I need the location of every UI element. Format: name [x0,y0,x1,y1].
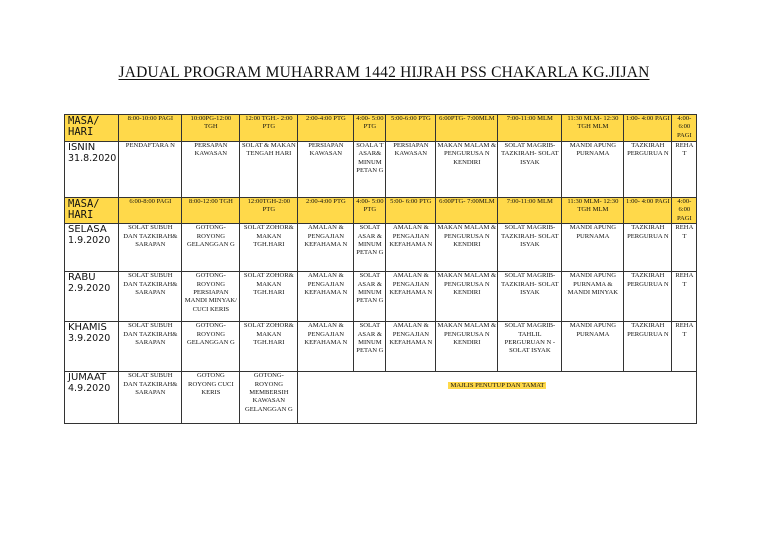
activity-cell: REHA T [672,224,697,272]
activity-cell: TAZKIRAH PERGURUA N [624,322,672,372]
day-name: JUMAAT [68,372,107,384]
activity-cell: REHA T [672,322,697,372]
time-slot-cell: 1:00- 4:00 PAGI [624,198,672,224]
schedule-table [64,114,697,424]
day-date: 2.9.2020 [68,282,111,294]
time-slot-cell: 4:00- 6:00 PAGI [672,198,697,224]
time-slot-cell: 2:00-4:00 PTG [298,198,354,224]
time-slot-cell: 7:00-11:00 MLM [498,115,562,142]
activity-cell: SOLAT MAGRIB- TAZKIRAH- SOLAT ISYAK [498,272,562,322]
activity-cell: MAKAN MALAM & PENGURUSA N KENDIRI [436,322,498,372]
closing-ceremony-cell [298,372,697,424]
activity-cell: SOLAT ZOHOR& MAKAN TGH.HARI [240,224,298,272]
activity-cell: GOTONG- ROYONG MEMBERSIH KAWASAN GELANGGAN G [240,372,298,424]
activity-cell: TAZKIRAH PERGURUA N [624,224,672,272]
time-slot-cell: 2:00-4:00 PTG [298,115,354,142]
day-cell [65,372,119,424]
day-cell [65,322,119,372]
table-row [65,142,697,198]
activity-cell: AMALAN & PENGAJIAN KEFAHAMA N [298,272,354,322]
time-slot-cell: 4:00- 6:00 PAGI [672,115,697,142]
time-day-header: MASA/ HARI [65,198,119,224]
table-row [65,272,697,322]
day-name: ISNIN [68,142,96,153]
activity-cell: PERSIAPAN KAWASAN [386,142,436,198]
day-cell [65,142,119,198]
time-slot-cell: 6:00PTG- 7:00MLM [436,115,498,142]
activity-cell: SOLAT ASAR & MINUM PETAN G [354,224,386,272]
activity-cell: GOTONG ROYONG CUCI KERIS [182,372,240,424]
activity-cell: MAKAN MALAM & PENGURUSA N KENDIRI [436,272,498,322]
activity-cell: SOLAT MAGRIB- TAZKIRAH- SOLAT ISYAK [498,142,562,198]
time-slot-cell: 10:00PG-12:00 TGH [182,115,240,142]
activity-cell: PERSIAPAN KAWASAN [298,142,354,198]
header-row [65,198,697,224]
activity-cell: REHA T [672,272,697,322]
activity-cell: AMALAN & PENGAJIAN KEFAHAMA N [386,224,436,272]
time-slot-cell: 8:00-12:00 TGH [182,198,240,224]
time-day-header: MASA/ HARI [65,115,119,142]
time-slot-cell: 1:00- 4:00 PAGI [624,115,672,142]
activity-cell: PENDAFTARA N [119,142,182,198]
closing-ceremony-label: MAJLIS PENUTUP DAN TAMAT [450,382,545,390]
activity-cell: SOLAT ZOHOR& MAKAN TGH.HARI [240,322,298,372]
time-slot-cell: 4:00- 5:00 PTG [354,115,386,142]
table-row [65,322,697,372]
activity-cell: AMALAN & PENGAJIAN KEFAHAMA N [386,322,436,372]
activity-cell: GOTONG- ROYONG GELANGGAN G [182,224,240,272]
activity-cell: GOTONG- ROYONG PERSIAPAN MANDI MINYAK/ CUCI KERIS [182,272,240,322]
activity-cell: MANDI APUNG PURNAMA [562,322,624,372]
activity-cell: GOTONG- ROYONG GELANGGAN G [182,322,240,372]
activity-cell: SOLAT ASAR & MINUM PETAN G [354,272,386,322]
activity-cell: MAKAN MALAM & PENGURUSA N KENDIRI [436,224,498,272]
day-date: 4.9.2020 [68,382,111,394]
activity-cell: SOLAT MAGRIB- TAZKIRAH- SOLAT ISYAK [498,224,562,272]
time-slot-cell: 6:00-8:00 PAGI [119,198,182,224]
time-slot-cell: 12:00 TGH.- 2:00 PTG [240,115,298,142]
day-name: RABU [68,272,96,284]
header-row [65,115,697,142]
day-date: 31.8.2020 [68,152,117,164]
activity-cell: SOLAT MAGRIB- TAHLIL PERGURUAN N -SOLAT ISYAK [498,322,562,372]
day-date: 3.9.2020 [68,332,111,344]
page-title: JADUAL PROGRAM MUHARRAM 1442 HIJRAH PSS CHAKARLA KG.JIJAN [118,64,650,81]
activity-cell: SOLAT & MAKAN TENGAH HARI [240,142,298,198]
activity-cell: MANDI APUNG PURNAMA [562,142,624,198]
time-slot-cell: 12:00TGH-2:00 PTG [240,198,298,224]
activity-cell: AMALAN & PENGAJIAN KEFAHAMA N [386,272,436,322]
activity-cell: PERSAPAN KAWASAN [182,142,240,198]
activity-cell: SOALA T ASAR& MINUM PETAN G [354,142,386,198]
activity-cell: REHA T [672,142,697,198]
activity-cell: SOLAT SUBUH DAN TAZKIRAH& SARAPAN [119,224,182,272]
activity-cell: SOLAT SUBUH DAN TAZKIRAH& SARAPAN [119,372,182,424]
day-name: KHAMIS [68,322,107,334]
activity-cell: SOLAT SUBUH DAN TAZKIRAH& SARAPAN [119,272,182,322]
activity-cell: MANDI APUNG PURNAMA & MANDI MINYAK [562,272,624,322]
activity-cell: MAKAN MALAM & PENGURUSA N KENDIRI [436,142,498,198]
activity-cell: SOLAT ZOHOR& MAKAN TGH.HARI [240,272,298,322]
time-slot-cell: 4:00- 5:00 PTG [354,198,386,224]
table-row [65,224,697,272]
day-name: SELASA [68,224,107,236]
activity-cell: SOLAT ASAR & MINUM PETAN G [354,322,386,372]
time-slot-cell: 5:00- 6:00 PTG [386,198,436,224]
time-slot-cell: 5:00-6:00 PTG [386,115,436,142]
time-slot-cell: 11:30 MLM- 12:30 TGH MLM [562,115,624,142]
day-cell [65,224,119,272]
activity-cell: TAZKIRAH PERGURUA N [624,142,672,198]
time-slot-cell: 8:00-10:00 PAGI [119,115,182,142]
activity-cell: AMALAN & PENGAJIAN KEFAHAMA N [298,224,354,272]
time-slot-cell: 11:30 MLM- 12:30 TGH MLM [562,198,624,224]
activity-cell: AMALAN & PENGAJIAN KEFAHAMA N [298,322,354,372]
activity-cell: TAZKIRAH PERGURUA N [624,272,672,322]
table-row [65,372,697,424]
activity-cell: MANDI APUNG PURNAMA [562,224,624,272]
activity-cell: SOLAT SUBUH DAN TAZKIRAH& SARAPAN [119,322,182,372]
day-date: 1.9.2020 [68,234,111,246]
time-slot-cell: 6:00PTG- 7:00MLM [436,198,498,224]
time-slot-cell: 7:00-11:00 MLM [498,198,562,224]
day-cell [65,272,119,322]
